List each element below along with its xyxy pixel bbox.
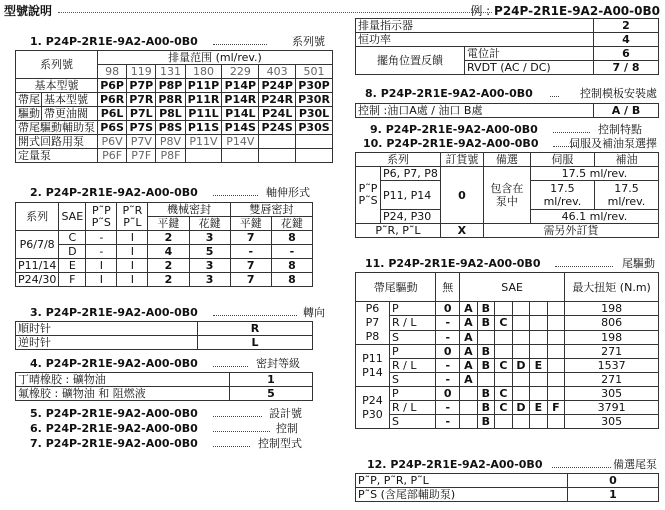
table-cell: P11V <box>185 135 222 149</box>
table-row <box>16 387 313 401</box>
table-cell <box>512 345 530 359</box>
table-cell: 1 <box>230 373 313 387</box>
table-cell: S <box>390 415 436 429</box>
table-cell: B <box>477 302 495 316</box>
rotation-table <box>15 321 313 350</box>
table-cell <box>460 415 478 429</box>
table-cell: F <box>547 401 565 415</box>
table-cell: 3 <box>189 231 230 245</box>
table-cell: D <box>512 359 530 373</box>
table-cell <box>512 302 530 316</box>
table-cell: 丁晴橡胶 : 礦物油 <box>16 373 230 387</box>
table-row <box>356 415 659 429</box>
table-cell: P6/7/8 <box>16 231 59 259</box>
table-cell: P6S <box>98 121 127 135</box>
table-row <box>356 359 659 373</box>
table-cell <box>530 415 548 429</box>
table-cell: E <box>59 259 86 273</box>
table-cell: P30R <box>296 93 333 107</box>
table-cell: 2 <box>148 231 189 245</box>
table-cell: I <box>117 259 148 273</box>
table-cell: P24/30 <box>16 273 59 287</box>
table-cell: 基本型號 <box>16 79 98 93</box>
table-cell: A <box>460 345 478 359</box>
table-cell: 3791 <box>565 401 659 415</box>
table-cell <box>259 135 296 149</box>
table-cell: P30S <box>296 121 333 135</box>
table-cell: A <box>460 359 478 373</box>
table-cell <box>530 387 548 401</box>
table-cell: D <box>59 245 86 259</box>
section-9: 9. P24P-2R1E-9A2-A00-0B0 控制特點 <box>370 123 642 136</box>
section-5: 5. P24P-2R1E-9A2-A00-0B0 設計號 <box>30 407 302 420</box>
table-cell: L <box>198 336 313 350</box>
table-cell: P30L <box>296 107 333 121</box>
table-cell: 305 <box>565 415 659 429</box>
table-cell <box>512 387 530 401</box>
table-cell: 8 <box>271 273 312 287</box>
table-row <box>356 316 659 330</box>
table-cell <box>477 373 495 387</box>
table-cell: 8 <box>271 231 312 245</box>
table-cell: I <box>86 259 117 273</box>
table-row <box>356 474 659 488</box>
table-cell: P6P <box>98 79 127 93</box>
table-cell: P11/14 <box>16 259 59 273</box>
section-6: 6. P24P-2R1E-9A2-A00-0B0 控制 <box>30 422 298 435</box>
table-cell <box>530 302 548 316</box>
table-row <box>356 302 659 316</box>
table-cell: 1537 <box>565 359 659 373</box>
table-cell: 806 <box>565 316 659 330</box>
alt-tail-pump-table <box>355 473 659 502</box>
example-code: 例 : P24P-2R1E-9A2-A00-0B0 <box>470 4 660 18</box>
table-cell <box>296 135 333 149</box>
table-cell: P˜S (含尾部輔助泵) <box>356 488 568 502</box>
table-cell: P8F <box>156 149 185 163</box>
row-label: 驅動 帶更油閥 <box>16 107 98 121</box>
table-cell <box>512 415 530 429</box>
table-cell: 198 <box>565 302 659 316</box>
table-cell: A <box>460 373 478 387</box>
table-cell: 氟橡胶 : 礦物油 和 阻燃液 <box>16 387 230 401</box>
table-cell <box>495 373 513 387</box>
table-cell: P6R <box>98 93 127 107</box>
section-7: 7. P24P-2R1E-9A2-A00-0B0 控制型式 <box>30 437 302 450</box>
section-1: 1. P24P-2R1E-9A2-A00-0B0 系列號 <box>30 35 325 48</box>
table-cell <box>222 149 259 163</box>
row-label: 帶尾 基本型號 <box>16 93 98 107</box>
table-cell: P7P <box>127 79 156 93</box>
table-cell: P7V <box>127 135 156 149</box>
table-cell <box>512 330 530 344</box>
table-row <box>356 330 659 344</box>
table-cell: 0 <box>436 387 460 401</box>
table-cell: 180 <box>185 65 222 79</box>
servo-table: 系列 訂貨號 備選 伺服 補油 P˜P P˜S P6, P7, P8 0 包含在 泵中 17.5 ml/rev. P11, P14 17.5 ml/rev. 17.5 ml/rev. P24, P30 46.1 ml/rev. P˜R, P˜L X 需另外訂貨 <box>355 152 659 238</box>
table-cell: C <box>59 231 86 245</box>
table-cell <box>495 345 513 359</box>
table-cell: - <box>436 373 460 387</box>
table-cell: 定量泵 <box>16 149 98 163</box>
table-cell: P6L <box>98 107 127 121</box>
table-cell: 7 <box>230 259 271 273</box>
table-cell: - <box>271 245 312 259</box>
table-cell: 0 <box>436 345 460 359</box>
table-cell: P˜P, P˜R, P˜L <box>356 474 568 488</box>
table-row <box>16 79 333 93</box>
table-row <box>16 121 333 135</box>
section-10: 10. P24P-2R1E-9A2-A00-0B0 伺服及補油泵選擇 <box>363 137 657 150</box>
table-cell <box>460 387 478 401</box>
table-cell: R / L <box>390 359 436 373</box>
table-row <box>16 259 313 273</box>
table-cell: 501 <box>296 65 333 79</box>
table-cell: 98 <box>98 65 127 79</box>
table-cell: I <box>86 273 117 287</box>
table-cell <box>530 373 548 387</box>
table-row <box>16 135 333 149</box>
table-cell: B <box>477 316 495 330</box>
table-cell: P24L <box>259 107 296 121</box>
table-row <box>356 373 659 387</box>
table-cell: P11 P14 <box>356 345 390 387</box>
table-cell <box>495 415 513 429</box>
table-cell: - <box>86 231 117 245</box>
table-cell: P8R <box>156 93 185 107</box>
table-cell: P7R <box>127 93 156 107</box>
section-12: 12. P24P-2R1E-9A2-A00-0B0 備選尾泵 <box>367 458 657 471</box>
table-cell: 229 <box>222 65 259 79</box>
table-cell: P14L <box>222 107 259 121</box>
table-cell: 271 <box>565 345 659 359</box>
table-row <box>356 345 659 359</box>
table-cell <box>530 316 548 330</box>
table-cell <box>512 316 530 330</box>
header-leader <box>58 12 492 13</box>
table-cell: C <box>495 387 513 401</box>
table-cell: C <box>495 401 513 415</box>
table-cell: - <box>436 359 460 373</box>
section-8: 8. P24P-2R1E-9A2-A00-0B0 控制模板安裝處 <box>365 87 657 100</box>
table-cell: - <box>230 245 271 259</box>
table-cell: P24 P30 <box>356 387 390 429</box>
page-title: 型號說明 <box>4 4 53 18</box>
table-cell: A <box>460 316 478 330</box>
table-cell: P8V <box>156 135 185 149</box>
table-cell: - <box>436 415 460 429</box>
table-row <box>16 93 333 107</box>
mount-table: 控制 :油口A處 / 油口 B處 A / B <box>355 103 659 118</box>
table-cell: B <box>477 345 495 359</box>
table-cell: B <box>477 359 495 373</box>
table-cell: P7F <box>127 149 156 163</box>
table-cell <box>547 415 565 429</box>
table-cell: P6 P7 P8 <box>356 302 390 345</box>
table-cell: F <box>59 273 86 287</box>
table-cell: P14S <box>222 121 259 135</box>
table-cell: 順时针 <box>16 322 198 336</box>
section-3: 3. P24P-2R1E-9A2-A00-0B0 轉向 <box>30 306 325 319</box>
table-cell: 3 <box>189 273 230 287</box>
table-cell: 271 <box>565 373 659 387</box>
table-cell: P7L <box>127 107 156 121</box>
seal-table <box>15 372 313 401</box>
tail-drive-table: 帶尾驅動 無 SAE 最大扭矩 (N.m) P6 P7 P8 P 0 A B 198 R / L - A B C 806 S - A 198 P11 P14 P 0 A B 271 R / L - A B C D E 1537 S - A 271 P24 P30 P 0 B C 305 R / L - B C D E F 3791 S - B 305 <box>355 272 659 429</box>
table-cell: 開式回路用泵 <box>16 135 98 149</box>
table-cell: S <box>390 330 436 344</box>
table-row <box>16 245 313 259</box>
table-row <box>16 373 313 387</box>
series-table: 系列號 排量范围 (ml/rev.) 98 119 131 180 229 403 501 基本型號 P6P P7P P8P P11P P14P P24P P30P 帶尾 基本型號 P6R P7R P8R P11R P14R P24R P30R 驅動 帶更油閥 P6L P7L P8L P11L P14L P24L P30L 帶尾驅動輔助泵 P6S P7S P8S P11S P14S P24S P30S 開式回路用泵 P6V P7V P8V P11V P14V 定量泵 P6F P7F P8F <box>15 50 333 163</box>
shaft-table: 系列 SAE P˜P P˜S P˜R P˜L 機械密封 雙唇密封 平鍵 花鍵 平鍵 花鍵 P6/7/8 C - I 2 3 7 8 D - I 4 5 - - P11/14 E I I 2 3 7 8 P24/30 F I I 2 3 7 8 <box>15 202 313 287</box>
table-cell <box>259 149 296 163</box>
table-cell: P11R <box>185 93 222 107</box>
table-row <box>356 488 659 502</box>
table-cell <box>512 373 530 387</box>
table-cell: 0 <box>568 474 659 488</box>
table-cell: 5 <box>230 387 313 401</box>
table-cell: B <box>477 401 495 415</box>
table-cell <box>477 330 495 344</box>
table-cell: P11L <box>185 107 222 121</box>
table-cell: S <box>390 373 436 387</box>
table-cell: C <box>495 359 513 373</box>
table-cell: P6V <box>98 135 127 149</box>
table-cell: P11P <box>185 79 222 93</box>
table-row <box>16 149 333 163</box>
table-cell: I <box>117 245 148 259</box>
table-cell: P14P <box>222 79 259 93</box>
table-cell: 4 <box>148 245 189 259</box>
table-cell: 8 <box>271 259 312 273</box>
table-cell: A <box>460 302 478 316</box>
table-cell: E <box>530 359 548 373</box>
table-cell <box>460 401 478 415</box>
table-cell <box>547 345 565 359</box>
table-row <box>356 401 659 415</box>
table-cell: 2 <box>148 259 189 273</box>
table-row <box>16 273 313 287</box>
table-cell: P24R <box>259 93 296 107</box>
table-cell: 305 <box>565 387 659 401</box>
table-cell: P8L <box>156 107 185 121</box>
table-cell: 7 <box>230 273 271 287</box>
table-cell <box>495 302 513 316</box>
table-cell: - <box>436 316 460 330</box>
table-cell <box>530 330 548 344</box>
table-cell: I <box>117 231 148 245</box>
table-cell: 2 <box>148 273 189 287</box>
table-cell: - <box>86 245 117 259</box>
table-cell: P24P <box>259 79 296 93</box>
table-cell: D <box>512 401 530 415</box>
table-cell: 1 <box>568 488 659 502</box>
table-row <box>356 387 659 401</box>
table-cell: - <box>436 401 460 415</box>
table-cell: P6F <box>98 149 127 163</box>
table-cell <box>296 149 333 163</box>
table-cell: P30P <box>296 79 333 93</box>
table-cell: P8S <box>156 121 185 135</box>
table-cell: 3 <box>189 259 230 273</box>
table-cell: P14V <box>222 135 259 149</box>
table-cell <box>547 330 565 344</box>
table-cell: P8P <box>156 79 185 93</box>
table-cell <box>185 149 222 163</box>
table-cell: 5 <box>189 245 230 259</box>
table-cell: P <box>390 387 436 401</box>
section-11: 11. P24P-2R1E-9A2-A00-0B0 尾驅動 <box>365 257 655 270</box>
table-cell: 403 <box>259 65 296 79</box>
table-cell <box>547 387 565 401</box>
table-row <box>16 107 333 121</box>
table-cell: P11S <box>185 121 222 135</box>
page-header <box>2 2 662 17</box>
table-cell: 198 <box>565 330 659 344</box>
table-cell: - <box>436 330 460 344</box>
table-cell: P <box>390 345 436 359</box>
table-cell: 0 <box>436 302 460 316</box>
table-cell: C <box>495 316 513 330</box>
table-cell: A <box>460 330 478 344</box>
table-cell: I <box>117 273 148 287</box>
table-cell: 逆时针 <box>16 336 198 350</box>
control-type-table: 排量指示器 2 恒功率 4 擺角位置反饋 電位計 6 RVDT (AC / DC) 7 / 8 <box>355 18 659 75</box>
table-cell <box>530 345 548 359</box>
table-cell: R / L <box>390 401 436 415</box>
table-cell: E <box>530 401 548 415</box>
table-cell: B <box>477 415 495 429</box>
table-cell: P14R <box>222 93 259 107</box>
table-row <box>16 322 313 336</box>
table-row <box>16 336 313 350</box>
table-cell: 119 <box>127 65 156 79</box>
section-2: 2. P24P-2R1E-9A2-A00-0B0 軸伸形式 <box>30 186 310 199</box>
table-cell: P7S <box>127 121 156 135</box>
table-cell <box>495 330 513 344</box>
table-cell: 帶尾驅動輔助泵 <box>16 121 98 135</box>
table-cell: B <box>477 387 495 401</box>
table-cell <box>547 373 565 387</box>
table-cell <box>547 316 565 330</box>
table-cell: P24S <box>259 121 296 135</box>
table-cell: 7 <box>230 231 271 245</box>
table-cell: 131 <box>156 65 185 79</box>
table-cell: R <box>198 322 313 336</box>
table-cell: R / L <box>390 316 436 330</box>
table-cell <box>547 359 565 373</box>
table-cell: P <box>390 302 436 316</box>
table-row <box>16 231 313 245</box>
section-4: 4. P24P-2R1E-9A2-A00-0B0 密封等級 <box>30 357 300 370</box>
table-cell <box>547 302 565 316</box>
